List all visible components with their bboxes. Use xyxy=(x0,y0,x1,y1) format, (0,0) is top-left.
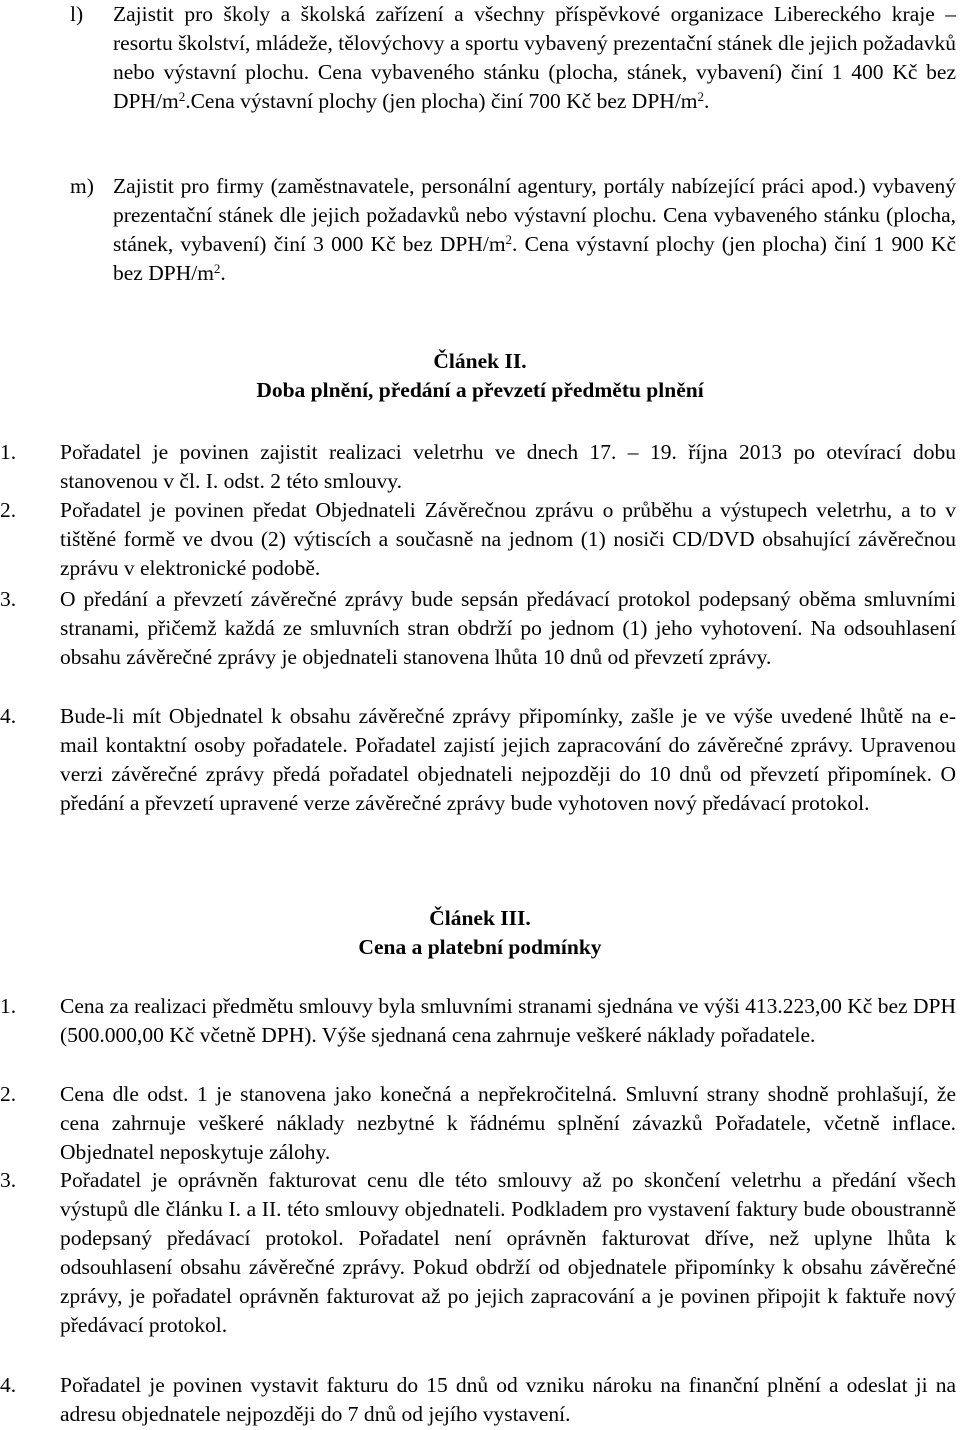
item-text: Pořadatel je povinen předat Objednateli Závěrečnou zprávu o průběhu a výstupech veletrhu, a to v tištěné formě ve dvou (2) výtiscích a současně na jednom (1) nosiči CD/DVD obsahující závěrečnou zprávu v elektronické podobě. xyxy=(60,498,956,580)
item-text: Pořadatel je oprávněn fakturovat cenu dle této smlouvy až po skončení veletrhu a předání všech výstupů dle článku I. a II. této smlouvy objednateli. Podkladem pro vystavení faktury bude oboustranně podepsaný předávací protokol. Pořadatel není oprávněn fakturovat dříve, než uplyne lhůta k odsouhlasení obsahu závěrečné zprávy. Pokud obdrží od objednatele připomínky k obsahu závěrečné zprávy, je pořadatel oprávněn fakturovat až po jejich zapracování a je povinen připojit k faktuře nový předávací protokol. xyxy=(60,1168,956,1337)
article-2-item-2 xyxy=(0,496,956,583)
article-2-number: Článek II. xyxy=(433,349,527,373)
item-number: 2. xyxy=(0,498,17,522)
item-text: Zajistit pro firmy (zaměstnavatele, personální agentury, portály nabízející práci apod.) vybavený prezentační stánek dle jejich požadavků nebo výstavní plochu. Cena vybaveného stánku (plocha, stánek, vybavení) činí 3 000 Kč bez DPH/$m^2$. Cena výstavní plochy (jen plocha) činí 1 900 Kč bez DPH/$m^2$. xyxy=(113,174,956,285)
item-text: Pořadatel je povinen zajistit realizaci veletrhu ve dnech 17. – 19. října 2013 po otevírací dobu stanovenou v čl. I. odst. 2 této smlouvy. xyxy=(60,440,956,493)
item-text: Cena dle odst. 1 je stanovena jako konečná a nepřekročitelná. Smluvní strany shodně prohlašují, že cena zahrnuje veškeré náklady nezbytné k řádnému splnění závazků Pořadatele, včetně inflace. Objednatel neposkytuje zálohy. xyxy=(60,1082,956,1164)
article-3-item-3 xyxy=(0,1166,956,1340)
article-2-item-1 xyxy=(0,438,956,496)
item-text: O předání a převzetí závěrečné zprávy bude sepsán předávací protokol podepsaný oběma smluvními stranami, přičemž každá ze smluvních stran obdrží po jednom (1) jeho vyhotovení. Na odsouhlasení obsahu závěrečné zprávy je objednateli stanovena lhůta 10 dnů od převzetí zprávy. xyxy=(60,587,956,669)
list-item-m xyxy=(70,172,956,288)
item-number: 4. xyxy=(0,704,17,728)
item-number: 1. xyxy=(0,994,17,1018)
item-text: Cena za realizaci předmětu smlouvy byla smluvními stranami sjednána ve výši 413.223,00 Kč bez DPH (500.000,00 Kč včetně DPH). Výše sjednaná cena zahrnuje veškeré náklady pořadatele. xyxy=(60,994,956,1047)
article-3-number: Článek III. xyxy=(429,906,531,930)
item-text: Pořadatel je povinen vystavit fakturu do 15 dnů od vzniku nároku na finanční plnění a odeslat ji na adresu objednatele nejpozději do 7 dnů od jejího vystavení. xyxy=(60,1373,956,1426)
article-2-title: Doba plnění, předání a převzetí předmětu plnění xyxy=(256,378,704,402)
item-label: m) xyxy=(70,174,94,198)
item-number: 3. xyxy=(0,1168,17,1192)
item-text: Bude-li mít Objednatel k obsahu závěrečné zprávy připomínky, zašle je ve výše uvedené lhůtě na e-mail kontaktní osoby pořadatele. Pořadatel zajistí jejich zapracování do závěrečné zprávy. Upravenou verzi závěrečné zprávy předá pořadatel objednateli nejpozději do 10 dnů od převzetí připomínek. O předání a převzetí upravené verze závěrečné zprávy bude vyhotoven nový předávací protokol. xyxy=(60,704,956,815)
item-number: 1. xyxy=(0,440,17,464)
item-number: 2. xyxy=(0,1082,17,1106)
article-3-item-2 xyxy=(0,1080,956,1167)
article-2-item-4 xyxy=(0,702,956,818)
item-text: Zajistit pro školy a školská zařízení a všechny příspěvkové organizace Libereckého kraje – resortu školství, mládeže, tělovýchovy a sportu vybavený prezentační stánek dle jejich požadavků nebo výstavní plochu. Cena vybaveného stánku (plocha, stánek, vybavení) činí 1 400 Kč bez DPH/$m^2.Cena$ výstavní plochy (jen plocha) činí 700 Kč bez DPH/$m^2$. xyxy=(113,2,956,113)
article-3-title: Cena a platební podmínky xyxy=(358,935,602,959)
item-number: 3. xyxy=(0,587,17,611)
article-2-item-3 xyxy=(0,585,956,672)
article-3-item-4 xyxy=(0,1371,956,1429)
list-item-l xyxy=(70,0,956,116)
article-3-item-1 xyxy=(0,992,956,1050)
item-label: l) xyxy=(70,2,84,26)
item-number: 4. xyxy=(0,1373,17,1397)
